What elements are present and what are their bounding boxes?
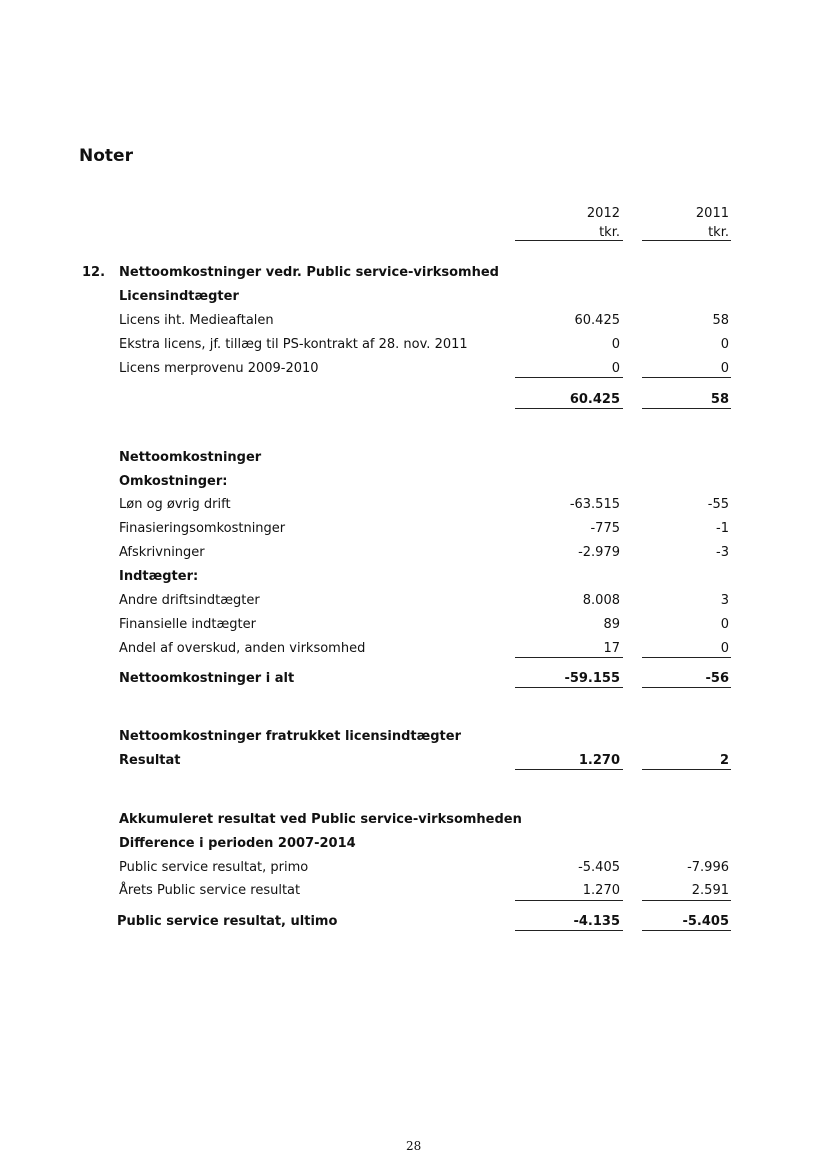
column-header-2012: 2012 (586, 206, 620, 221)
indtaegter-heading: Indtægter: (119, 569, 199, 584)
omk-row-label: Afskrivninger (119, 545, 205, 560)
licens-row-value-2012: 60.425 (574, 313, 620, 328)
licens-row-label: Licens merprovenu 2009-2010 (119, 361, 319, 376)
ind-row-value-2012: 17 (603, 641, 620, 656)
ind-row-label: Andel af overskud, anden virksomhed (119, 641, 366, 656)
licens-total-2012: 60.425 (569, 392, 620, 407)
akk-row-value-2012: 1.270 (582, 883, 620, 898)
fratrukket-heading: Nettoomkostninger fratrukket licensindtægter (119, 729, 461, 744)
subtotal-rule-2011 (642, 900, 731, 901)
licens-row-label: Ekstra licens, jf. tillæg til PS-kontrakt af 28. nov. 2011 (119, 337, 468, 352)
note-number: 12. (82, 265, 106, 280)
note-heading: Nettoomkostninger vedr. Public service-virksomhed (119, 265, 499, 280)
ind-row-value-2011: 0 (720, 641, 729, 656)
akk-total-2011: -5.405 (682, 914, 729, 929)
page-number: 28 (406, 1139, 422, 1153)
omk-row-value-2012: -775 (590, 521, 620, 536)
total-rule-2011 (642, 930, 731, 931)
akk-total-label: Public service resultat, ultimo (117, 914, 338, 929)
omk-row-value-2012: -2.979 (578, 545, 620, 560)
netto-total-2012: -59.155 (564, 671, 620, 686)
netto-total-label: Nettoomkostninger i alt (119, 671, 295, 686)
column-unit-2011: tkr. (708, 225, 729, 240)
licens-row-value-2012: 0 (611, 361, 620, 376)
omkostninger-heading: Omkostninger: (119, 474, 228, 489)
total-rule-2011 (642, 408, 731, 409)
subtotal-rule-2012 (515, 900, 623, 901)
ind-row-value-2012: 8.008 (582, 593, 620, 608)
ind-row-value-2012: 89 (603, 617, 620, 632)
akk-row-label: Årets Public service resultat (119, 883, 301, 898)
subtotal-rule-2012 (515, 377, 623, 378)
omk-row-label: Løn og øvrig drift (119, 497, 231, 512)
akk-row-value-2012: -5.405 (578, 860, 620, 875)
ind-row-value-2011: 3 (720, 593, 729, 608)
omk-row-label: Finasieringsomkostninger (119, 521, 286, 536)
omk-row-value-2011: -1 (716, 521, 729, 536)
total-rule-2012 (515, 769, 623, 770)
akkumuleret-subheading: Difference i perioden 2007-2014 (119, 836, 356, 851)
column-header-underline-2012 (515, 240, 623, 241)
akk-total-2012: -4.135 (573, 914, 620, 929)
subtotal-rule-2011 (642, 377, 731, 378)
licens-row-value-2011: 0 (720, 337, 729, 352)
column-header-underline-2011 (642, 240, 731, 241)
netto-total-2011: -56 (705, 671, 729, 686)
akkumuleret-heading: Akkumuleret resultat ved Public service-virksomheden (119, 812, 522, 827)
subtotal-rule-2012 (515, 657, 623, 658)
licens-heading: Licensindtægter (119, 289, 239, 304)
ind-row-value-2011: 0 (720, 617, 729, 632)
omk-row-value-2012: -63.515 (569, 497, 620, 512)
resultat-value-2011: 2 (719, 753, 729, 768)
total-rule-2011 (642, 687, 731, 688)
akk-row-value-2011: 2.591 (691, 883, 729, 898)
licens-row-label: Licens iht. Medieaftalen (119, 313, 274, 328)
ind-row-label: Finansielle indtægter (119, 617, 256, 632)
resultat-value-2012: 1.270 (578, 753, 620, 768)
akk-row-value-2011: -7.996 (687, 860, 729, 875)
total-rule-2012 (515, 930, 623, 931)
resultat-label: Resultat (119, 753, 181, 768)
page-title: Noter (79, 146, 133, 166)
total-rule-2012 (515, 408, 623, 409)
licens-row-value-2012: 0 (611, 337, 620, 352)
total-rule-2011 (642, 769, 731, 770)
total-rule-2012 (515, 687, 623, 688)
licens-row-value-2011: 0 (720, 361, 729, 376)
ind-row-label: Andre driftsindtægter (119, 593, 260, 608)
akk-row-label: Public service resultat, primo (119, 860, 309, 875)
licens-total-2011: 58 (710, 392, 729, 407)
subtotal-rule-2011 (642, 657, 731, 658)
omk-row-value-2011: -3 (716, 545, 729, 560)
column-unit-2012: tkr. (599, 225, 620, 240)
omk-row-value-2011: -55 (707, 497, 729, 512)
column-header-2011: 2011 (695, 206, 729, 221)
licens-row-value-2011: 58 (712, 313, 729, 328)
netto-heading: Nettoomkostninger (119, 450, 262, 465)
